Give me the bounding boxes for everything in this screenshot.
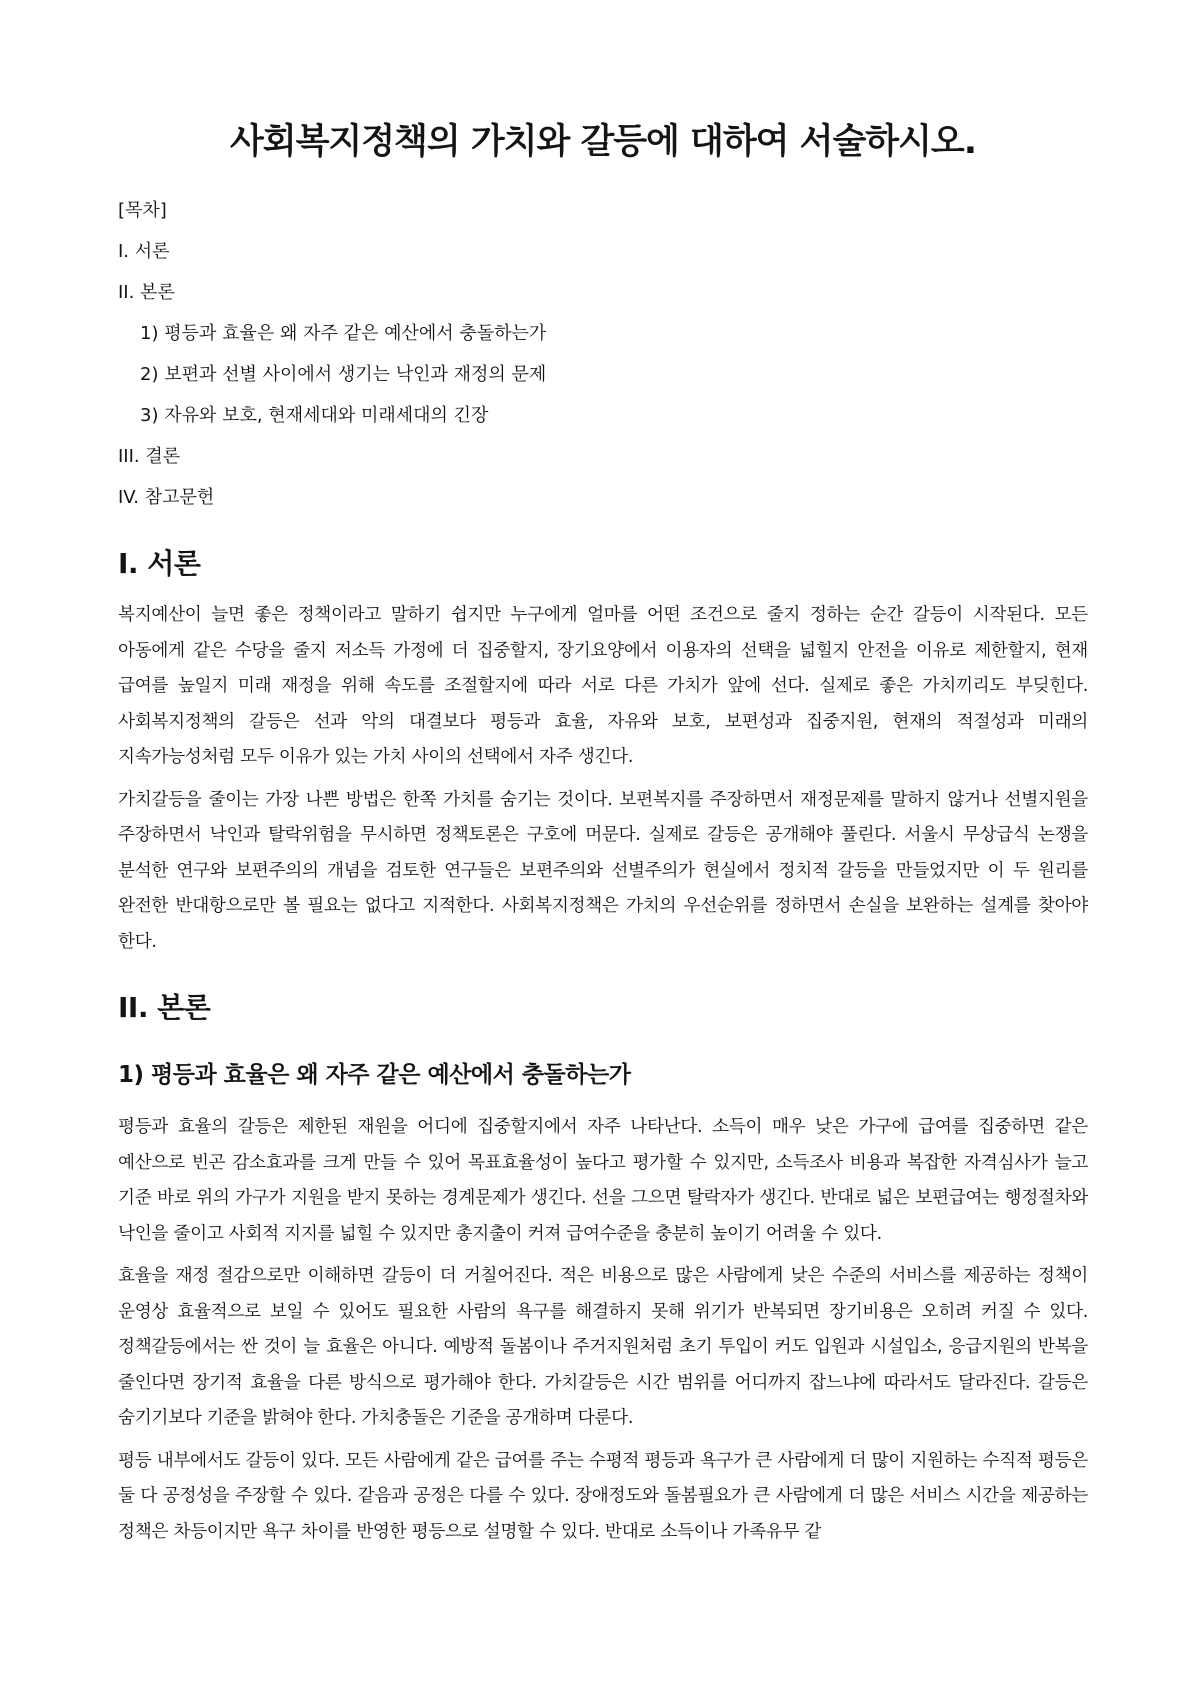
subsection-1-heading: 1) 평등과 효율은 왜 자주 같은 예산에서 충돌하는가 — [118, 1062, 631, 1088]
subsection-1-paragraph-3: 평등 내부에서도 갈등이 있다. 모든 사람에게 같은 급여를 주는 수평적 평등과 욕구가 큰 사람에게 더 많이 지원하는 수직적 평등은 둘 다 공정성을 주장할 수 있다. 같음과 공정은 다를 수 있다. 장애정도와 돌봄필요가 큰 사람에게 더 많은 서비스 시간을 제공하는 정책은 차등이지만 욕구 차이를 반영한 평등으로 설명할 수 있다. 반대로 소득이나 가족유무 같 — [118, 1450, 1088, 1542]
toc-item-body-2: 2) 보편과 선별 사이에서 생기는 낙인과 재정의 문제 — [140, 364, 547, 385]
intro-paragraph-1: 복지예산이 늘면 좋은 정책이라고 말하기 쉽지만 누구에게 얼마를 어떤 조건으로 줄지 정하는 순간 갈등이 시작된다. 모든 아동에게 같은 수당을 줄지 저소득 가정에 더 집중할지, 장기요양에서 이용자의 선택을 넓힐지 안전을 이유로 제한할지, 현재 급여를 높일지 미래 재정을 위해 속도를 조절할지에 따라 서로 다른 가치가 앞에 선다. 실제로 좋은 가치끼리도 부딪힌다. 사회복지정책의 갈등은 선과 악의 대결보다 평등과 효율, 자유와 보호, 보편성과 집중지원, 현재의 적절성과 미래의 지속가능성처럼 모두 이유가 있는 가치 사이의 선택에서 자주 생긴다. — [118, 605, 1088, 767]
document-title: 사회복지정책의 가치와 갈등에 대하여 서술하시오. — [229, 122, 977, 162]
toc-item-body-1: 1) 평등과 효율은 왜 자주 같은 예산에서 충돌하는가 — [140, 323, 547, 344]
intro-paragraph-2: 가치갈등을 줄이는 가장 나쁜 방법은 한쪽 가치를 숨기는 것이다. 보편복지를 주장하면서 재정문제를 말하지 않거나 선별지원을 주장하면서 낙인과 탈락위험을 무시하면 정책토론은 구호에 머문다. 실제로 갈등은 공개해야 풀린다. 서울시 무상급식 논쟁을 분석한 연구와 보편주의의 개념을 검토한 연구들은 보편주의와 선별주의가 현실에서 정치적 갈등을 만들었지만 이 두 원리를 완전한 반대항으로만 볼 필요는 없다고 지적한다. 사회복지정책은 가치의 우선순위를 정하면서 손실을 보완하는 설계를 찾아야 한다. — [118, 789, 1088, 952]
toc-heading: [목차] — [118, 200, 167, 221]
table-of-contents — [118, 190, 1088, 518]
toc-item-conclusion: III. 결론 — [118, 446, 181, 467]
toc-item-body: II. 본론 — [118, 282, 175, 303]
body-section — [118, 988, 1088, 1550]
toc-item-references: IV. 참고문헌 — [118, 487, 215, 508]
intro-heading: I. 서론 — [118, 547, 201, 580]
toc-item-body-3: 3) 자유와 보호, 현재세대와 미래세대의 긴장 — [140, 405, 489, 426]
subsection-1-paragraph-1: 평등과 효율의 갈등은 제한된 재원을 어디에 집중할지에서 자주 나타난다. 소득이 매우 낮은 가구에 급여를 집중하면 같은 예산으로 빈곤 감소효과를 크게 만들 수 있어 목표효율성이 높다고 평가할 수 있지만, 소득조사 비용과 복잡한 자격심사가 늘고 기준 바로 위의 가구가 지원을 받지 못하는 경계문제가 생긴다. 선을 그으면 탈락자가 생긴다. 반대로 넓은 보편급여는 행정절차와 낙인을 줄이고 사회적 지지를 넓힐 수 있지만 총지출이 커져 급여수준을 충분히 높이기 어려울 수 있다. — [118, 1117, 1088, 1244]
subsection-1-paragraph-2: 효율을 재정 절감으로만 이해하면 갈등이 더 거칠어진다. 적은 비용으로 많은 사람에게 낮은 수준의 서비스를 제공하는 정책이 운영상 효율적으로 보일 수 있어도 필요한 사람의 욕구를 해결하지 못해 위기가 반복되면 장기비용은 오히려 커질 수 있다. 정책갈등에서는 싼 것이 늘 효율은 아니다. 예방적 돌봄이나 주거지원처럼 초기 투입이 커도 입원과 시설입소, 응급지원의 반복을 줄인다면 장기적 효율을 다른 방식으로 평가해야 한다. 가치갈등은 시간 범위를 어디까지 잡느냐에 따라서도 달라진다. 갈등은 숨기기보다 기준을 밝혀야 한다. 가치충돌은 기준을 공개하며 다룬다. — [118, 1266, 1088, 1428]
intro-section — [118, 544, 1088, 960]
body-heading: II. 본론 — [118, 991, 211, 1024]
toc-item-intro: I. 서론 — [118, 241, 170, 262]
